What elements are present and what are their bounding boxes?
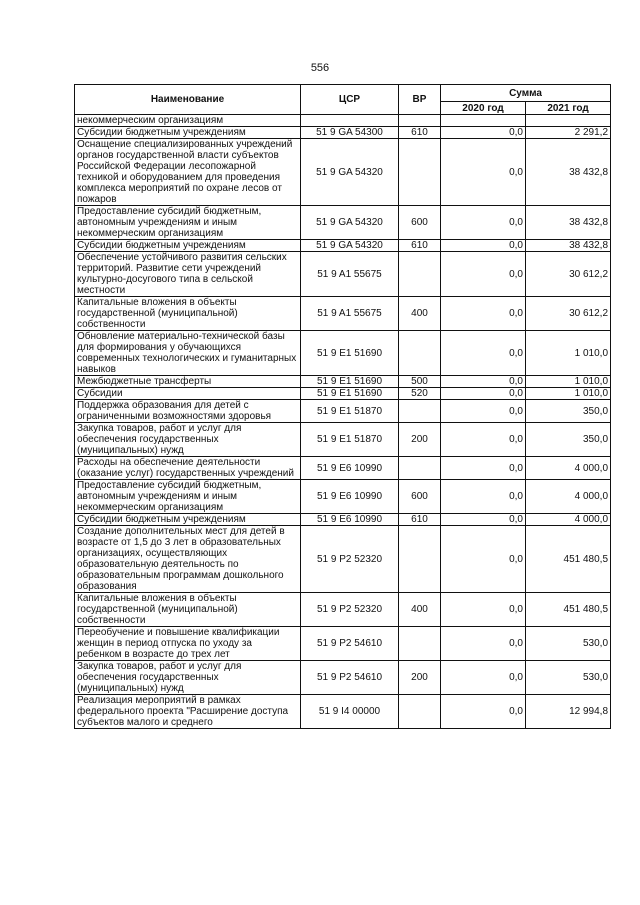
table-row [75,206,611,240]
column-header-year-2020: 2020 год [441,102,526,115]
row-sum-2021-cell: 12 994,8 [526,695,611,729]
table-row [75,695,611,729]
row-sum-2020-cell: 0,0 [441,480,526,514]
row-name-cell: некоммерческим организациям [75,115,301,127]
row-csr-cell: 51 9 GA 54320 [301,139,399,206]
table-row [75,514,611,526]
row-csr-cell: 51 9 E1 51690 [301,376,399,388]
row-vr-cell: 610 [399,240,441,252]
row-sum-2021-cell: 350,0 [526,423,611,457]
row-csr-cell: 51 9 E1 51690 [301,388,399,400]
row-name-cell: Предоставление субсидий бюджетным, автономным учреждениям и иным некоммерческим организациям [75,206,301,240]
row-sum-2021-cell: 530,0 [526,627,611,661]
row-csr-cell: 51 9 E1 51870 [301,423,399,457]
table-row [75,139,611,206]
table-row [75,127,611,139]
row-sum-2021-cell: 4 000,0 [526,457,611,480]
row-sum-2021-cell: 1 010,0 [526,331,611,376]
table-row [75,661,611,695]
row-name-cell: Создание дополнительных мест для детей в возрасте от 1,5 до 3 лет в образовательных организациях, осуществляющих образовательную деятельность по образовательным программам дошкольного образования [75,526,301,593]
row-sum-2020-cell: 0,0 [441,627,526,661]
row-csr-cell: 51 9 E1 51690 [301,331,399,376]
row-sum-2021-cell: 38 432,8 [526,139,611,206]
table-row [75,400,611,423]
column-header-sum: Сумма [441,85,611,102]
table-row [75,593,611,627]
row-vr-cell [399,526,441,593]
row-sum-2020-cell: 0,0 [441,206,526,240]
row-sum-2020-cell: 0,0 [441,593,526,627]
row-name-cell: Расходы на обеспечение деятельности (оказание услуг) государственных учреждений [75,457,301,480]
row-name-cell: Обеспечение устойчивого развития сельских территорий. Развитие сети учреждений культурно-досугового типа в сельской местности [75,252,301,297]
row-sum-2020-cell: 0,0 [441,526,526,593]
table-row [75,388,611,400]
row-sum-2020-cell: 0,0 [441,388,526,400]
table-row [75,331,611,376]
row-csr-cell: 51 9 GA 54300 [301,127,399,139]
row-sum-2020-cell: 0,0 [441,297,526,331]
row-vr-cell [399,457,441,480]
row-sum-2020-cell: 0,0 [441,331,526,376]
row-vr-cell: 400 [399,297,441,331]
row-csr-cell: 51 9 I4 00000 [301,695,399,729]
table-header [75,85,611,115]
table-row [75,252,611,297]
row-name-cell: Субсидии бюджетным учреждениям [75,240,301,252]
row-sum-2020-cell: 0,0 [441,661,526,695]
row-vr-cell: 610 [399,514,441,526]
row-vr-cell: 610 [399,127,441,139]
row-vr-cell: 600 [399,480,441,514]
row-sum-2020-cell: 0,0 [441,514,526,526]
row-csr-cell: 51 9 P2 52320 [301,593,399,627]
row-vr-cell: 200 [399,423,441,457]
row-csr-cell: 51 9 P2 54610 [301,661,399,695]
row-vr-cell: 600 [399,206,441,240]
row-name-cell: Переобучение и повышение квалификации женщин в период отпуска по уходу за ребенком в возрасте до трех лет [75,627,301,661]
row-csr-cell: 51 9 E6 10990 [301,457,399,480]
row-csr-cell: 51 9 A1 55675 [301,252,399,297]
table-row [75,423,611,457]
row-sum-2021-cell: 2 291,2 [526,127,611,139]
table-row [75,627,611,661]
row-sum-2020-cell: 0,0 [441,457,526,480]
row-sum-2021-cell: 30 612,2 [526,252,611,297]
row-name-cell: Закупка товаров, работ и услуг для обеспечения государственных (муниципальных) нужд [75,423,301,457]
row-sum-2021-cell: 451 480,5 [526,526,611,593]
row-vr-cell [399,331,441,376]
row-name-cell: Капитальные вложения в объекты государственной (муниципальной) собственности [75,593,301,627]
row-sum-2020-cell: 0,0 [441,252,526,297]
row-sum-2020-cell: 0,0 [441,400,526,423]
row-name-cell: Оснащение специализированных учреждений органов государственной власти субъектов Российской Федерации лесопожарной техникой и оборудованием для проведения комплекса мероприятий по охране лесов от пожаров [75,139,301,206]
table-row [75,457,611,480]
row-name-cell: Обновление материально-технической базы для формирования у обучающихся современных технологических и гуманитарных навыков [75,331,301,376]
row-csr-cell: 51 9 GA 54320 [301,206,399,240]
row-sum-2021-cell: 350,0 [526,400,611,423]
row-csr-cell: 51 9 A1 55675 [301,297,399,331]
row-sum-2021-cell: 530,0 [526,661,611,695]
table-row [75,115,611,127]
budget-table [74,84,611,729]
row-sum-2020-cell: 0,0 [441,139,526,206]
row-name-cell: Субсидии [75,388,301,400]
row-sum-2021-cell: 38 432,8 [526,240,611,252]
row-vr-cell: 200 [399,661,441,695]
row-sum-2020-cell: 0,0 [441,376,526,388]
row-vr-cell [399,252,441,297]
row-sum-2020-cell: 0,0 [441,695,526,729]
row-csr-cell: 51 9 P2 54610 [301,627,399,661]
row-sum-2020-cell: 0,0 [441,423,526,457]
row-sum-2021-cell: 1 010,0 [526,376,611,388]
table-row [75,480,611,514]
row-csr-cell: 51 9 P2 52320 [301,526,399,593]
row-vr-cell [399,627,441,661]
row-sum-2020-cell [441,115,526,127]
row-name-cell: Поддержка образования для детей с ограниченными возможностями здоровья [75,400,301,423]
row-sum-2021-cell [526,115,611,127]
table-row [75,240,611,252]
row-sum-2021-cell: 38 432,8 [526,206,611,240]
column-header-name: Наименование [75,85,301,115]
row-sum-2021-cell: 4 000,0 [526,514,611,526]
row-csr-cell [301,115,399,127]
row-vr-cell [399,400,441,423]
row-vr-cell: 520 [399,388,441,400]
row-name-cell: Межбюджетные трансферты [75,376,301,388]
row-sum-2021-cell: 451 480,5 [526,593,611,627]
table-row [75,297,611,331]
row-sum-2021-cell: 1 010,0 [526,388,611,400]
column-header-year-2021: 2021 год [526,102,611,115]
row-vr-cell: 400 [399,593,441,627]
row-name-cell: Закупка товаров, работ и услуг для обеспечения государственных (муниципальных) нужд [75,661,301,695]
row-name-cell: Реализация мероприятий в рамках федерального проекта "Расширение доступа субъектов малого и среднего [75,695,301,729]
row-csr-cell: 51 9 E6 10990 [301,480,399,514]
column-header-vr: ВР [399,85,441,115]
row-vr-cell [399,115,441,127]
row-vr-cell: 500 [399,376,441,388]
row-csr-cell: 51 9 E6 10990 [301,514,399,526]
column-header-csr: ЦСР [301,85,399,115]
row-name-cell: Субсидии бюджетным учреждениям [75,127,301,139]
row-name-cell: Субсидии бюджетным учреждениям [75,514,301,526]
row-name-cell: Капитальные вложения в объекты государственной (муниципальной) собственности [75,297,301,331]
row-vr-cell [399,139,441,206]
row-vr-cell [399,695,441,729]
row-csr-cell: 51 9 E1 51870 [301,400,399,423]
row-sum-2021-cell: 30 612,2 [526,297,611,331]
row-sum-2021-cell: 4 000,0 [526,480,611,514]
table-row [75,376,611,388]
row-sum-2020-cell: 0,0 [441,127,526,139]
page-number: 556 [310,62,330,74]
table-body [75,115,611,729]
table-row [75,526,611,593]
row-csr-cell: 51 9 GA 54320 [301,240,399,252]
row-name-cell: Предоставление субсидий бюджетным, автономным учреждениям и иным некоммерческим организациям [75,480,301,514]
row-sum-2020-cell: 0,0 [441,240,526,252]
